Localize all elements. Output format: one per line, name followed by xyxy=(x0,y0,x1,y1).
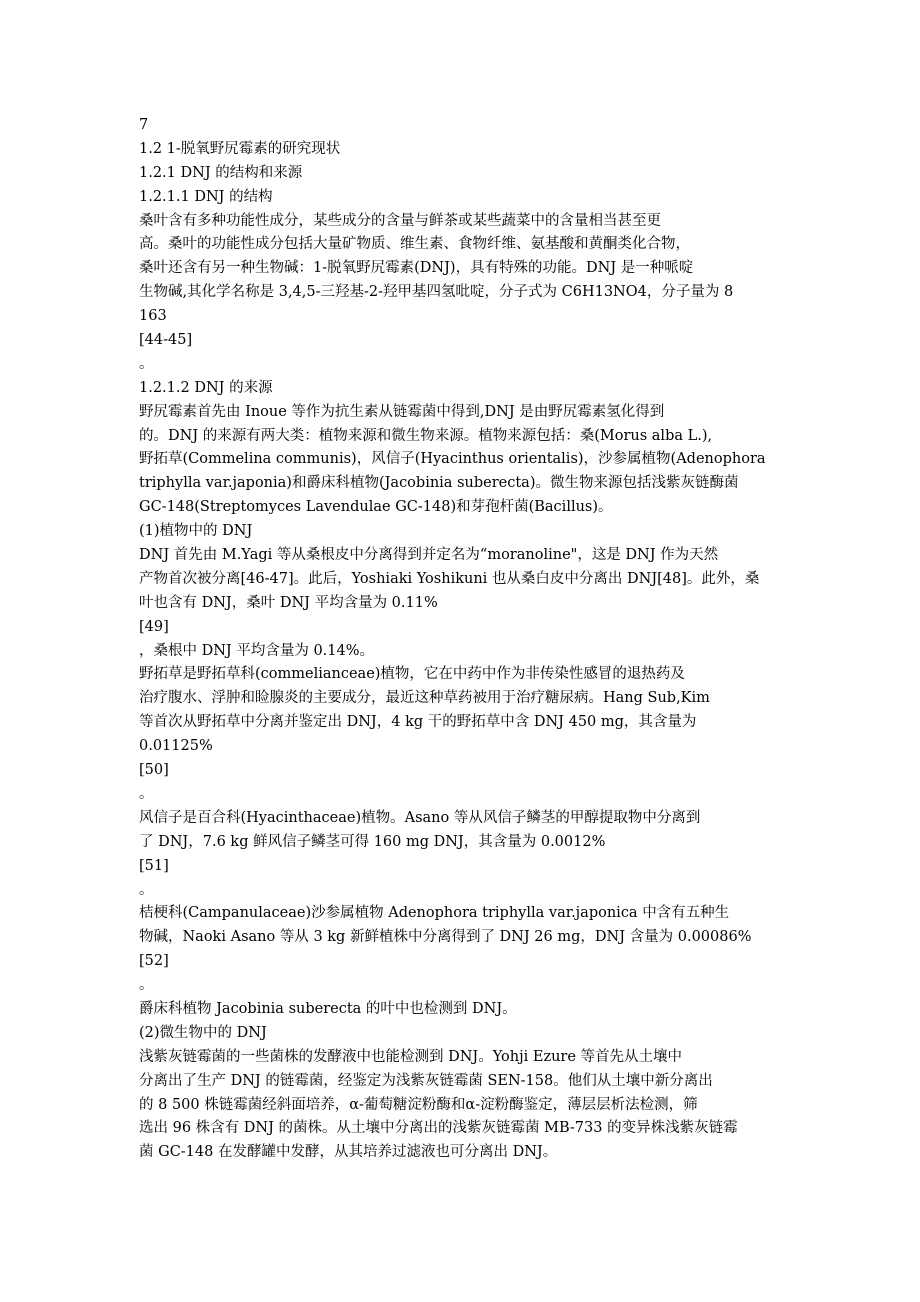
paragraph-line: 桔梗科(Campanulaceae)沙参属植物 Adenophora triphylla var.japonica 中含有五种生 xyxy=(139,905,730,922)
paragraph-line: 风信子是百合科(Hyacinthaceae)植物。Asano 等从风信子鳞茎的甲醇提取物中分离到 xyxy=(139,809,701,826)
subsubsection-heading: 1.2.1.2 DNJ 的来源 xyxy=(139,379,273,396)
paragraph-line: 高。桑叶的功能性成分包括大量矿物质、维生素、食物纤维、氨基酸和黄酮类化合物， xyxy=(139,236,690,253)
paragraph-line: ，桑根中 DNJ 平均含量为 0.14%。 xyxy=(139,642,375,659)
paragraph-line: 野拓草(Commelina communis)，风信子(Hyacinthus orientalis)，沙参属植物(Adenophora xyxy=(139,451,766,468)
subsection-heading: 1.2.1 DNJ 的结构和来源 xyxy=(139,164,303,181)
paragraph-line: DNJ 首先由 M.Yagi 等从桑根皮中分离得到并定名为“moranoline"，这是 DNJ 作为天然 xyxy=(139,547,719,564)
paragraph-line: 。 xyxy=(139,355,154,372)
paragraph-line: 叶也含有 DNJ，桑叶 DNJ 平均含量为 0.11% xyxy=(139,594,438,611)
paragraph-line: 163 xyxy=(139,308,167,325)
paragraph-line: 。 xyxy=(139,785,154,802)
paragraph-line: 爵床科植物 Jacobinia suberecta 的叶中也检测到 DNJ。 xyxy=(139,1000,517,1017)
section-heading: 1.2 1-脱氧野尻霉素的研究现状 xyxy=(139,140,341,157)
paragraph-line: 选出 96 株含有 DNJ 的菌株。从土壤中分离出的浅紫灰链霉菌 MB-733 的变异株浅紫灰链霉 xyxy=(139,1120,738,1137)
paragraph-line: 治疗腹水、浮肿和睑腺炎的主要成分，最近这种草药被用于治疗糖尿病。Hang Sub,Kim xyxy=(139,690,710,707)
list-heading: (2)微生物中的 DNJ xyxy=(139,1024,267,1041)
paragraph-line: 分离出了生产 DNJ 的链霉菌，经鉴定为浅紫灰链霉菌 SEN-158。他们从土壤中新分离出 xyxy=(139,1072,713,1089)
citation-ref: [51] xyxy=(139,857,169,874)
paragraph-line: 物碱，Naoki Asano 等从 3 kg 新鲜植株中分离得到了 DNJ 26 mg，DNJ 含量为 0.00086% xyxy=(139,929,752,946)
paragraph-line: 菌 GC-148 在发酵罐中发酵，从其培养过滤液也可分离出 DNJ。 xyxy=(139,1144,558,1161)
paragraph-line: 浅紫灰链霉菌的一些菌株的发酵液中也能检测到 DNJ。Yohji Ezure 等首先从土壤中 xyxy=(139,1048,683,1065)
citation-ref: [44-45] xyxy=(139,332,193,349)
citation-ref: [50] xyxy=(139,762,169,779)
paragraph-line: 生物碱,其化学名称是 3,4,5-三羟基-2-羟甲基四氢吡啶，分子式为 C6H13NO4，分子量为 8 xyxy=(139,284,734,301)
subsubsection-heading: 1.2.1.1 DNJ 的结构 xyxy=(139,188,273,205)
paragraph-line: 的 8 500 株链霉菌经斜面培养，α-葡萄糖淀粉酶和α-淀粉酶鉴定，薄层层析法检测，筛 xyxy=(139,1096,698,1113)
document-body xyxy=(139,114,799,1165)
page-number: 7 xyxy=(139,117,149,133)
paragraph-line: triphylla var.japonia)和爵床科植物(Jacobinia suberecta)。微生物来源包括浅紫灰链酶菌 xyxy=(139,475,739,492)
citation-ref: [52] xyxy=(139,953,169,970)
list-heading: (1)植物中的 DNJ xyxy=(139,523,253,540)
paragraph-line: 桑叶含有多种功能性成分，某些成分的含量与鲜茶或某些蔬菜中的含量相当甚至更 xyxy=(139,212,661,229)
paragraph-line: 野拓草是野拓草科(commelianceae)植物，它在中药中作为非传染性感冒的退热药及 xyxy=(139,666,685,683)
paragraph-line: 等首次从野拓草中分离并鉴定出 DNJ，4 kg 干的野拓草中含 DNJ 450 mg，其含量为 xyxy=(139,714,697,731)
paragraph-line: 的。DNJ 的来源有两大类：植物来源和微生物来源。植物来源包括：桑(Morus alba L.), xyxy=(139,427,713,444)
paragraph-line: 0.01125% xyxy=(139,738,213,755)
paragraph-line: 。 xyxy=(139,977,154,994)
citation-ref: [49] xyxy=(139,618,169,635)
paragraph-line: 了 DNJ，7.6 kg 鲜风信子鳞茎可得 160 mg DNJ，其含量为 0.0012% xyxy=(139,833,606,850)
paragraph-line: 野尻霉素首先由 Inoue 等作为抗生素从链霉菌中得到,DNJ 是由野尻霉素氢化得到 xyxy=(139,403,665,420)
paragraph-line: 桑叶还含有另一种生物碱：1-脱氧野尻霉素(DNJ)，具有特殊的功能。DNJ 是一种哌啶 xyxy=(139,260,694,277)
paragraph-line: 。 xyxy=(139,881,154,898)
paragraph-line: 产物首次被分离[46-47]。此后，Yoshiaki Yoshikuni 也从桑白皮中分离出 DNJ[48]。此外，桑 xyxy=(139,570,760,587)
paragraph-line: GC-148(Streptomyces Lavendulae GC-148)和芽孢杆菌(Bacillus)。 xyxy=(139,499,613,516)
